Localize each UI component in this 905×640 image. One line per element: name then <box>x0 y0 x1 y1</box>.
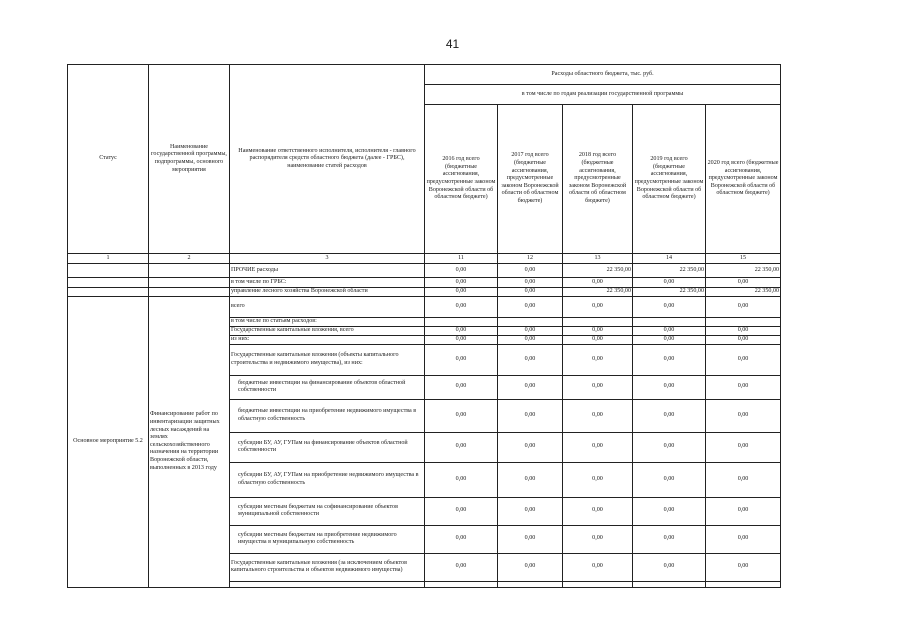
cell-value: 0,00 <box>706 297 781 318</box>
cell-value: 0,00 <box>633 344 706 375</box>
cell-value: 22 350,00 <box>706 264 781 278</box>
cell-value: 0,00 <box>563 278 633 288</box>
column-number: 12 <box>498 254 563 264</box>
cell-value: 0,00 <box>633 525 706 553</box>
cell-value: 0,00 <box>425 264 498 278</box>
column-number: 13 <box>563 254 633 264</box>
cell-value: 0,00 <box>563 462 633 497</box>
header-years-group: в том числе по годам реализации государственной программы <box>425 85 781 105</box>
column-number: 1 <box>68 254 149 264</box>
table-row <box>68 264 781 278</box>
cell-value: 0,00 <box>563 297 633 318</box>
cell-value: 0,00 <box>425 497 498 525</box>
cell-value: 0,00 <box>563 497 633 525</box>
row-status: Основное мероприятие 5.2 <box>68 297 149 588</box>
cell-value: 0,00 <box>706 432 781 462</box>
cell-value: 0,00 <box>563 344 633 375</box>
header-year-2016: 2016 год всего (бюджетные ассигнования, предусмотренные законом Воронежской области об областном бюджете) <box>425 105 498 254</box>
row-label: из них: <box>230 335 425 344</box>
cell-value: 0,00 <box>633 553 706 581</box>
cell-value: 0,00 <box>498 497 563 525</box>
cell-value: 22 350,00 <box>563 288 633 297</box>
cell-value: 0,00 <box>633 326 706 335</box>
table-row <box>68 288 781 297</box>
cell-value: 0,00 <box>498 432 563 462</box>
cell-value: 0,00 <box>498 375 563 399</box>
cell-value <box>633 318 706 327</box>
cell-value <box>498 318 563 327</box>
row-label: в том числе по ГРБС: <box>230 278 425 288</box>
cell-value: 22 350,00 <box>633 264 706 278</box>
cell-value: 0,00 <box>498 326 563 335</box>
cell-value <box>425 318 498 327</box>
header-expenses-group: Расходы областного бюджета, тыс. руб. <box>425 65 781 85</box>
header-year-2017: 2017 год всего (бюджетные ассигнования, предусмотренные законом Воронежской области об областном бюджете) <box>498 105 563 254</box>
cell-value: 0,00 <box>498 264 563 278</box>
cell-value: 0,00 <box>563 399 633 432</box>
row-label: в том числе по статьям расходов: <box>230 318 425 327</box>
cell-value: 0,00 <box>706 278 781 288</box>
cell-value: 0,00 <box>706 326 781 335</box>
cell-value: 0,00 <box>563 432 633 462</box>
cell-value: 0,00 <box>498 297 563 318</box>
cell-value: 0,00 <box>498 525 563 553</box>
cell-value: 22 350,00 <box>633 288 706 297</box>
table-row <box>68 278 781 288</box>
cell-value: 0,00 <box>498 399 563 432</box>
cell-value: 0,00 <box>706 399 781 432</box>
cell-value: 0,00 <box>498 278 563 288</box>
cell-value: 0,00 <box>425 344 498 375</box>
row-label: бюджетные инвестиции на приобретение недвижимого имущества в областную собственность <box>230 399 425 432</box>
cell-value: 0,00 <box>706 497 781 525</box>
column-number: 3 <box>230 254 425 264</box>
row-label: субсидии местным бюджетам на софинансирование объектов муниципальной собственности <box>230 497 425 525</box>
row-label: бюджетные инвестиции на финансирование объектов областной собственности <box>230 375 425 399</box>
cell-value: 0,00 <box>633 335 706 344</box>
cell-value: 0,00 <box>633 399 706 432</box>
table-row <box>68 297 781 318</box>
column-number: 2 <box>149 254 230 264</box>
row-label: управление лесного хозяйства Воронежской области <box>230 288 425 297</box>
cell-value: 0,00 <box>563 525 633 553</box>
cell-value: 0,00 <box>425 462 498 497</box>
cell-value: 0,00 <box>633 462 706 497</box>
cell-value: 0,00 <box>633 375 706 399</box>
column-number: 14 <box>633 254 706 264</box>
row-label: Государственные капитальные вложения (за исключением объектов капитального строительства и объектов недвижимого имущества) <box>230 553 425 581</box>
row-program-name: Финансирование работ по инвентаризации защитных лесных насаждений на землях сельскохозяйственного назначения на территории Воронежской области, выполненных в 2013 году <box>149 297 230 588</box>
cell-value: 0,00 <box>563 553 633 581</box>
cell-value: 0,00 <box>498 335 563 344</box>
cell-value: 0,00 <box>425 278 498 288</box>
cell-value: 0,00 <box>563 326 633 335</box>
budget-table <box>67 64 781 588</box>
cell-value: 0,00 <box>706 335 781 344</box>
cell-value: 0,00 <box>706 344 781 375</box>
cell-value: 0,00 <box>633 432 706 462</box>
cell-value: 0,00 <box>425 553 498 581</box>
cell-value: 0,00 <box>425 525 498 553</box>
header-status: Статус <box>68 65 149 254</box>
row-label: всего <box>230 297 425 318</box>
cell-value: 0,00 <box>425 326 498 335</box>
cell-value: 22 350,00 <box>706 288 781 297</box>
cell-value: 0,00 <box>425 432 498 462</box>
cell-value: 0,00 <box>498 462 563 497</box>
column-number: 11 <box>425 254 498 264</box>
row-label: Государственные капитальные вложения, всего <box>230 326 425 335</box>
cell-value: 0,00 <box>425 288 498 297</box>
cell-value: 0,00 <box>498 344 563 375</box>
cell-value: 0,00 <box>633 497 706 525</box>
row-label: Государственные капитальные вложения (объекты капитального строительства и недвижимого имущества), из них: <box>230 344 425 375</box>
header-program: Наименование государственной программы, подпрограммы, основного мероприятия <box>149 65 230 254</box>
cell-value: 0,00 <box>498 553 563 581</box>
cell-value: 0,00 <box>498 288 563 297</box>
cell-value: 0,00 <box>706 553 781 581</box>
cell-value: 0,00 <box>706 462 781 497</box>
header-year-2019: 2019 год всего (бюджетные ассигнования, предусмотренные законом Воронежской области об областном бюджете) <box>633 105 706 254</box>
cell-value: 22 350,00 <box>563 264 633 278</box>
cell-value: 0,00 <box>425 399 498 432</box>
cell-value: 0,00 <box>706 525 781 553</box>
row-label: субсидии БУ, АУ, ГУПам на финансирование объектов областной собственности <box>230 432 425 462</box>
cell-value <box>563 318 633 327</box>
cell-value: 0,00 <box>425 375 498 399</box>
cell-value: 0,00 <box>633 297 706 318</box>
row-label: субсидии местным бюджетам на приобретение недвижимого имущества в муниципальную собственность <box>230 525 425 553</box>
cell-value <box>706 318 781 327</box>
row-label: ПРОЧИЕ расходы <box>230 264 425 278</box>
cell-value: 0,00 <box>706 375 781 399</box>
cell-value: 0,00 <box>633 278 706 288</box>
header-year-2020: 2020 год всего (бюджетные ассигнования, предусмотренные законом Воронежской области об областном бюджете) <box>706 105 781 254</box>
header-year-2018: 2018 год всего (бюджетные ассигнования, предусмотренные законом Воронежской области об областном бюджете) <box>563 105 633 254</box>
header-executor: Наименование ответственного исполнителя, исполнителя - главного распорядителя средств областного бюджета (далее - ГРБС), наименование статей расходов <box>230 65 425 254</box>
cell-value: 0,00 <box>563 335 633 344</box>
cell-value: 0,00 <box>563 375 633 399</box>
cell-value: 0,00 <box>425 297 498 318</box>
column-numbers-row <box>68 254 781 264</box>
column-number: 15 <box>706 254 781 264</box>
page-number: 41 <box>445 37 460 51</box>
row-label: субсидии БУ, АУ, ГУПам на приобретение недвижимого имущества в областную собственность <box>230 462 425 497</box>
cell-value: 0,00 <box>425 335 498 344</box>
